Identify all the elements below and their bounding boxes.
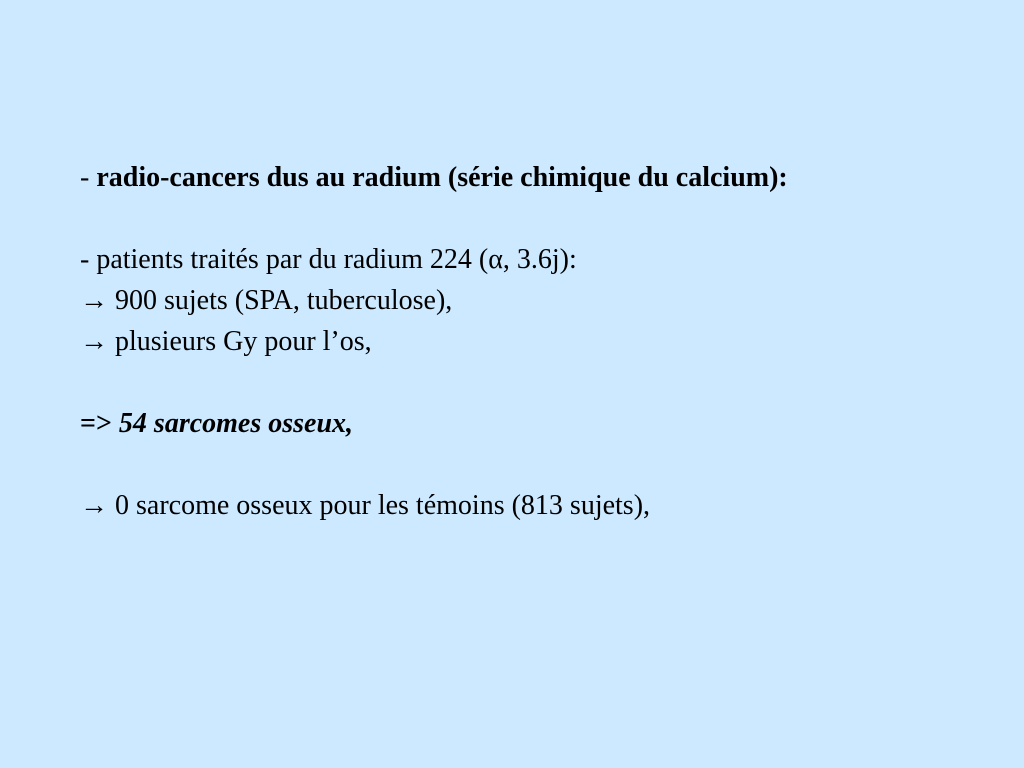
spacer — [80, 362, 840, 403]
patients-line: - patients traités par du radium 224 (α, 3.6j): — [80, 244, 577, 275]
spacer — [80, 444, 840, 485]
dose-line: → plusieurs Gy pour l’os, — [80, 326, 372, 357]
controls-line: → 0 sarcome osseux pour les témoins (813 sujets), — [80, 490, 651, 521]
spacer — [80, 198, 840, 239]
slide-heading — [80, 157, 840, 198]
slide-body — [80, 157, 840, 526]
result-arrow: => — [80, 408, 119, 439]
heading-text: radio-cancers dus au radium (série chimique du calcium): — [96, 162, 788, 193]
subjects-line: → 900 sujets (SPA, tuberculose), — [80, 285, 453, 316]
heading-dash: - — [80, 162, 97, 193]
result-text: 54 sarcomes osseux, — [118, 408, 354, 439]
result-line — [80, 403, 840, 444]
